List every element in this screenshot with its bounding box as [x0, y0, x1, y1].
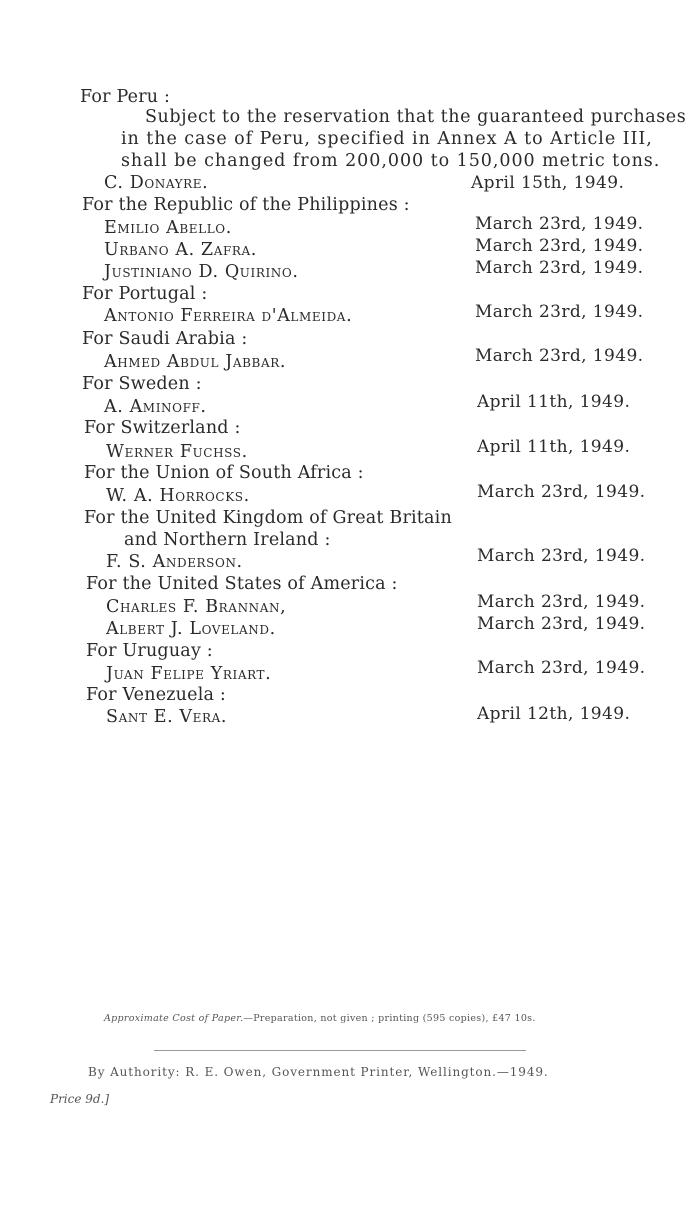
country-heading: For the United States of America :	[86, 574, 398, 594]
signature-date: March 23rd, 1949.	[475, 214, 644, 234]
reservation-line: in the case of Peru, specified in Annex A to Article III,	[121, 129, 653, 149]
country-heading: For Portugal :	[82, 284, 208, 304]
country-heading: For the Republic of the Philippines :	[82, 195, 410, 215]
signatory-name: Ahmed Abdul Jabbar.	[104, 352, 287, 372]
cost-of-paper-note	[104, 1013, 536, 1024]
country-heading: For Peru :	[80, 87, 171, 107]
country-heading: For the Union of South Africa :	[84, 463, 364, 483]
cost-text: —Preparation, not given ; printing (595 copies), £47 10s.	[243, 1013, 536, 1024]
signature-date: March 23rd, 1949.	[475, 236, 644, 256]
signature-date: March 23rd, 1949.	[477, 482, 646, 502]
price-note: Price 9d.]	[50, 1092, 110, 1106]
country-heading: For Uruguay :	[86, 641, 213, 661]
signature-date: April 11th, 1949.	[477, 392, 631, 412]
authority-line: By Authority: R. E. Owen, Government Printer, Wellington.—1949.	[88, 1065, 549, 1079]
signatory-name: W. A. Horrocks.	[106, 486, 250, 506]
footer-divider	[154, 1050, 526, 1051]
country-heading: For Switzerland :	[84, 418, 241, 438]
reservation-line: Subject to the reservation that the guaranteed purchases	[145, 107, 687, 127]
signatory-name: Charles F. Brannan,	[106, 597, 287, 617]
signature-date: March 23rd, 1949.	[477, 658, 646, 678]
country-heading: For the United Kingdom of Great Britain	[84, 508, 452, 528]
signatory-name: Antonio Ferreira d'Almeida.	[104, 306, 353, 326]
signatory-name: Werner Fuchss.	[106, 442, 248, 462]
country-heading: For Venezuela :	[86, 685, 227, 705]
signature-date: April 12th, 1949.	[477, 704, 631, 724]
signatory-name: Juan Felipe Yriart.	[106, 664, 272, 684]
signatory-name: Sant E. Vera.	[106, 707, 228, 727]
signatory-name: Urbano A. Zafra.	[104, 240, 257, 260]
country-heading: For Sweden :	[82, 374, 202, 394]
signatory-name: Justiniano D. Quirino.	[104, 262, 299, 282]
signatory-name: Emilio Abello.	[104, 218, 232, 238]
signatory-name: Albert J. Loveland.	[106, 619, 276, 639]
signature-date: April 15th, 1949.	[471, 173, 625, 193]
signature-date: April 11th, 1949.	[477, 437, 631, 457]
signature-date: March 23rd, 1949.	[475, 302, 644, 322]
signatory-name: A. Aminoff.	[104, 397, 207, 417]
signature-date: March 23rd, 1949.	[475, 258, 644, 278]
reservation-line: shall be changed from 200,000 to 150,000 metric tons.	[121, 151, 661, 171]
cost-label: Approximate Cost of Paper.	[104, 1013, 244, 1024]
signature-date: March 23rd, 1949.	[475, 346, 644, 366]
signatory-name: F. S. Anderson.	[106, 552, 243, 572]
signatory-name: C. Donayre.	[104, 173, 209, 193]
signature-date: March 23rd, 1949.	[477, 614, 646, 634]
signature-date: March 23rd, 1949.	[477, 546, 646, 566]
country-heading-cont: and Northern Ireland :	[124, 530, 331, 550]
country-heading: For Saudi Arabia :	[82, 329, 248, 349]
signature-date: March 23rd, 1949.	[477, 592, 646, 612]
